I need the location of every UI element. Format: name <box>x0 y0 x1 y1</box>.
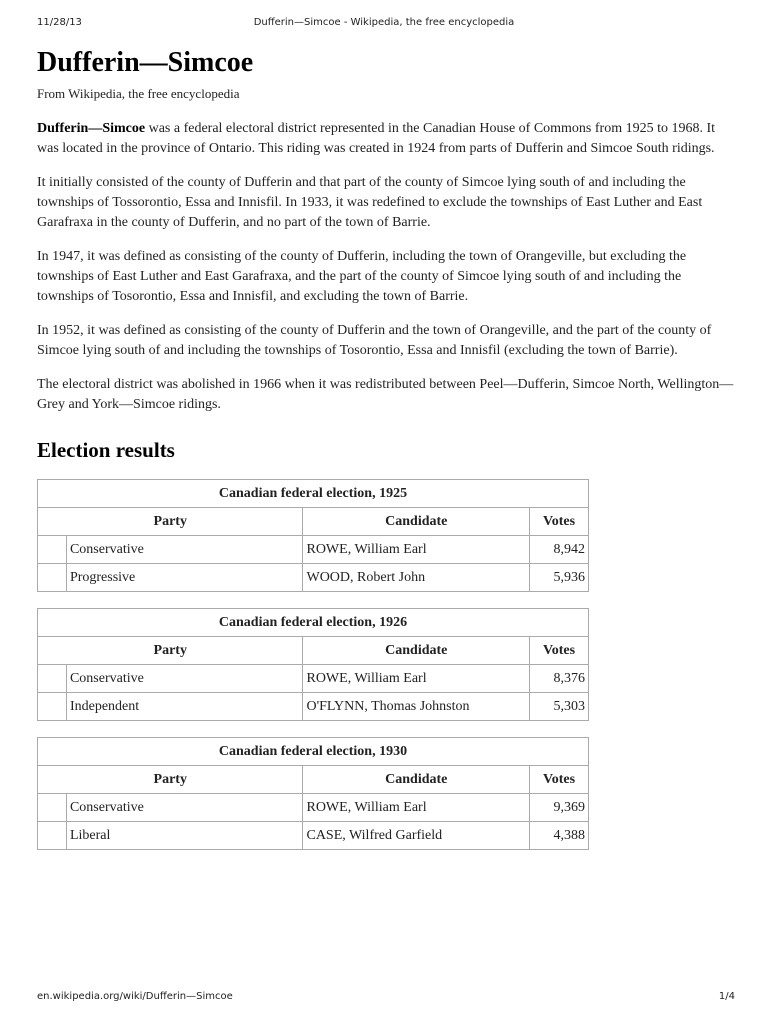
votes-header: Votes <box>530 508 589 536</box>
article-content <box>37 40 737 850</box>
votes-cell: 5,303 <box>530 693 589 721</box>
intro-bold-term: Dufferin—Simcoe <box>37 121 146 136</box>
party-cell: Conservative <box>66 665 303 693</box>
candidate-cell: ROWE, William Earl <box>303 536 530 564</box>
paragraph-boundaries-1952: In 1952, it was defined as consisting of the county of Dufferin and the town of Orangeville, and the part of the county of Simcoe lying south of and including the townships of Tosorontio, Essa and Innisfil (excluding the town of Barrie). <box>37 323 712 358</box>
candidate-cell: O'FLYNN, Thomas Johnston <box>303 693 530 721</box>
votes-cell: 8,376 <box>530 665 589 693</box>
votes-header: Votes <box>530 766 589 794</box>
party-header: Party <box>38 637 303 665</box>
print-page-title: Dufferin—Simcoe - Wikipedia, the free encyclopedia <box>253 17 515 28</box>
votes-cell: 5,936 <box>530 564 589 592</box>
table-row <box>38 822 589 850</box>
party-color-swatch <box>38 564 67 592</box>
candidate-cell: WOOD, Robert John <box>303 564 530 592</box>
table-header-row <box>38 637 589 665</box>
party-color-swatch <box>38 665 67 693</box>
votes-cell: 8,942 <box>530 536 589 564</box>
candidate-cell: CASE, Wilfred Garfield <box>303 822 530 850</box>
paragraph-boundaries-1933: It initially consisted of the county of Dufferin and that part of the county of Simcoe lying south of and including the townships of Tossorontio, Essa and Innisfil. In 1933, it was redefined to exclude the townships of East Luther and East Garafraxa in the county of Dufferin, and no part of the town of Barrie. <box>37 175 703 230</box>
print-header <box>0 17 768 31</box>
party-color-swatch <box>38 794 67 822</box>
table-header-row <box>38 766 589 794</box>
paragraph-abolished: The electoral district was abolished in 1966 when it was redistributed between Peel—Dufferin, Simcoe North, Wellington—Grey and York—Simcoe ridings. <box>37 377 734 412</box>
table-row <box>38 564 589 592</box>
candidate-cell: ROWE, William Earl <box>303 794 530 822</box>
party-color-swatch <box>38 536 67 564</box>
party-cell: Liberal <box>66 822 303 850</box>
print-date: 11/28/13 <box>37 17 82 28</box>
election-table-caption: Canadian federal election, 1926 <box>37 608 589 636</box>
candidate-header: Candidate <box>303 508 530 536</box>
section-heading-election-results: Election results <box>37 438 175 462</box>
party-cell: Independent <box>66 693 303 721</box>
candidate-header: Candidate <box>303 637 530 665</box>
votes-header: Votes <box>530 637 589 665</box>
party-header: Party <box>38 508 303 536</box>
election-table-1925 <box>37 479 589 592</box>
party-cell: Conservative <box>66 794 303 822</box>
table-row <box>38 536 589 564</box>
candidate-cell: ROWE, William Earl <box>303 665 530 693</box>
party-cell: Progressive <box>66 564 303 592</box>
print-page-number: 1/4 <box>718 991 735 1002</box>
print-url: en.wikipedia.org/wiki/Dufferin—Simcoe <box>37 991 233 1002</box>
table-header-row <box>38 508 589 536</box>
party-header: Party <box>38 766 303 794</box>
paragraph-boundaries-1947: In 1947, it was defined as consisting of the county of Dufferin, including the town of Orangeville, but excluding the townships of East Luther and East Garafraxa, and the part of the county of Simcoe lying south of and including the townships of Tosorontio, Essa and Innisfil, and excluding the town of Barrie. <box>37 249 687 304</box>
votes-cell: 4,388 <box>530 822 589 850</box>
intro-text: was a federal electoral district represented in the Canadian House of Commons from 1925 to 1968. It was located in the province of Ontario. This riding was created in 1924 from parts of Dufferin and Simcoe South ridings. <box>37 121 716 156</box>
election-table-1926 <box>37 608 589 721</box>
candidate-header: Candidate <box>303 766 530 794</box>
intro-paragraph <box>37 119 737 159</box>
table-row <box>38 665 589 693</box>
party-color-swatch <box>38 693 67 721</box>
table-row <box>38 794 589 822</box>
print-footer <box>0 991 768 1005</box>
table-row <box>38 693 589 721</box>
election-table-caption: Canadian federal election, 1925 <box>37 479 589 507</box>
page-title: Dufferin—Simcoe <box>37 47 254 78</box>
election-table-1930 <box>37 737 589 850</box>
votes-cell: 9,369 <box>530 794 589 822</box>
party-cell: Conservative <box>66 536 303 564</box>
party-color-swatch <box>38 822 67 850</box>
election-table-caption: Canadian federal election, 1930 <box>37 737 589 765</box>
page-tagline: From Wikipedia, the free encyclopedia <box>37 86 240 101</box>
